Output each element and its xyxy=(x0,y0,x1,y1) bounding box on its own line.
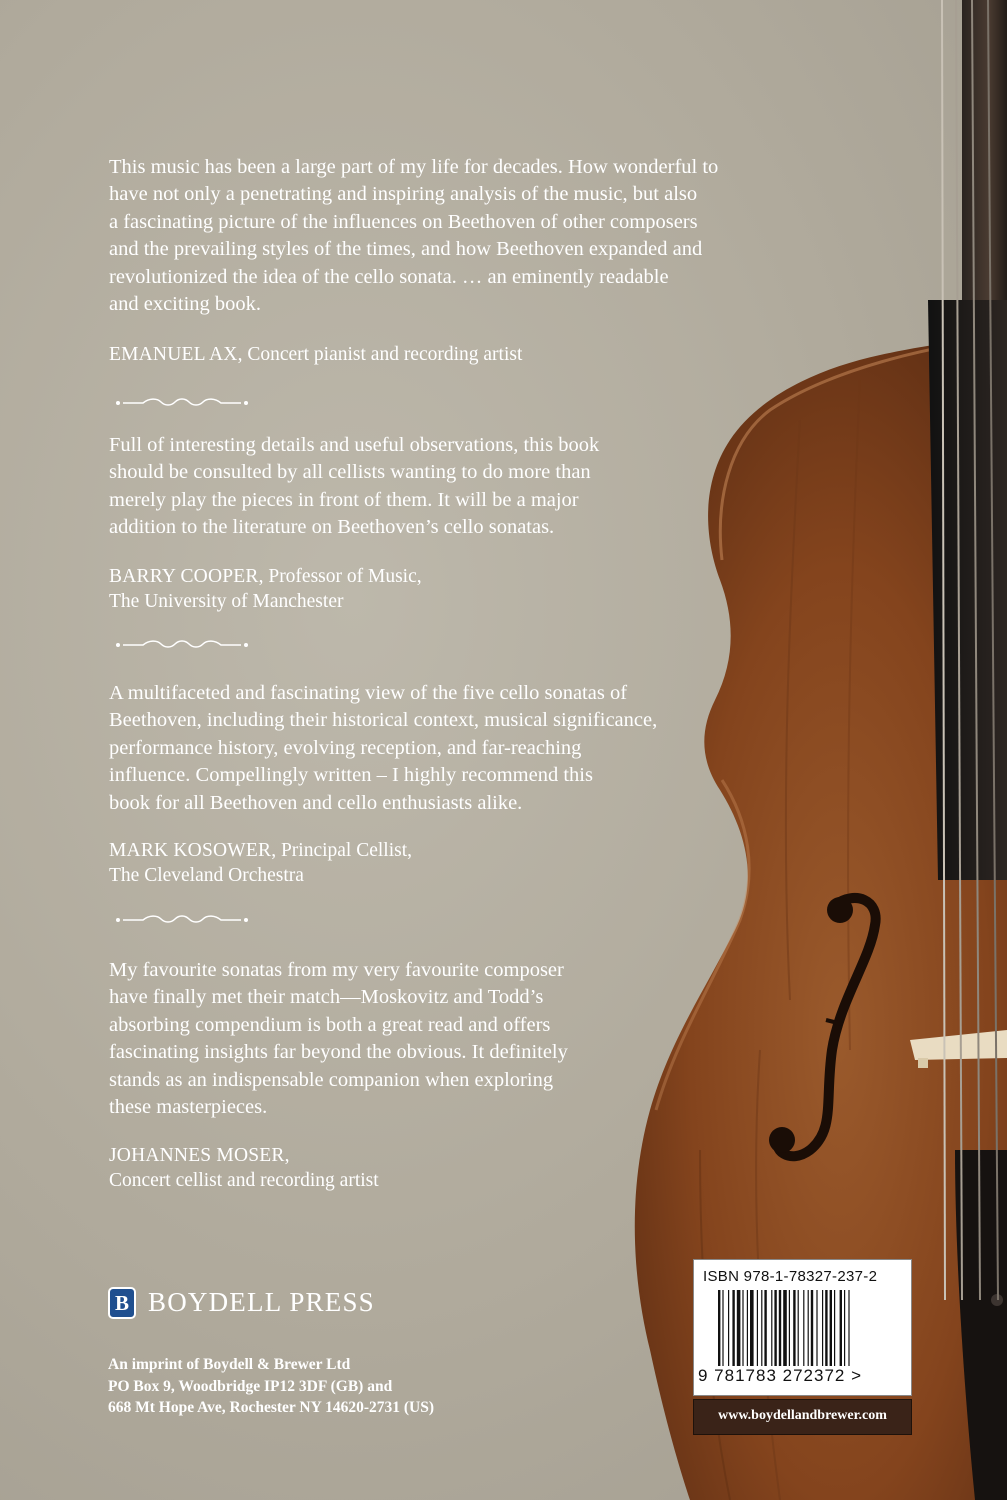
attribution-role: The Cleveland Orchestra xyxy=(109,865,304,886)
barcode-bar xyxy=(747,1290,748,1366)
barcode-bar xyxy=(789,1290,790,1366)
isbn-barcode xyxy=(693,1259,912,1396)
barcode-bar xyxy=(757,1290,758,1366)
quote-ax-attribution: EMANUEL AX, Concert pianist and recording artist xyxy=(109,344,523,365)
website-banner xyxy=(693,1399,912,1435)
barcode-bar xyxy=(742,1290,743,1366)
barcode-bar xyxy=(779,1290,781,1366)
attribution-role: Professor of Music, xyxy=(268,566,422,587)
publisher-imprint: An imprint of Boydell & Brewer Ltd PO Box 9, Woodbridge IP12 3DF (GB) and 668 Mt Hope Ave, Rochester NY 14620-2731 (US) xyxy=(108,1356,435,1416)
quote-kosower-text: A multifaceted and fascinating view of the five cello sonatas of Beethoven, including their historical context, musical significance, performance history, evolving reception, and far-reaching influence. Compellingly written – I highly recommend this book for all Beethoven and cello enthusiasts alike. xyxy=(109,682,658,814)
ornamental-divider-icon xyxy=(115,913,249,927)
quote-moser-attribution xyxy=(109,1143,709,1193)
publisher-brand xyxy=(108,1285,428,1321)
barcode-bar xyxy=(783,1290,787,1366)
quote-kosower-attribution: MARK KOSOWER, Principal Cellist, The Cleveland Orchestra xyxy=(109,838,709,888)
barcode-bar xyxy=(761,1290,762,1366)
ornamental-divider-icon xyxy=(115,638,249,652)
attribution-name: BARRY COOPER xyxy=(109,566,259,587)
barcode-bar xyxy=(830,1290,832,1366)
barcode-bar xyxy=(764,1290,766,1366)
attribution-role: Concert pianist and recording artist xyxy=(247,344,523,365)
barcode-bar xyxy=(774,1290,776,1366)
barcode-bar xyxy=(718,1290,720,1366)
ornamental-divider-icon xyxy=(115,396,249,410)
attribution-name: JOHANNES MOSER, xyxy=(109,1145,290,1166)
barcode-bar xyxy=(816,1290,817,1366)
barcode-bar xyxy=(732,1290,734,1366)
isbn-label: ISBN 978-1-78327-237-2 xyxy=(703,1268,878,1285)
attribution-role: The University of Manchester xyxy=(109,591,344,612)
attribution-name: MARK KOSOWER xyxy=(109,840,272,861)
boydell-logo-icon: B xyxy=(108,1287,136,1319)
barcode-bar xyxy=(834,1290,835,1366)
quote-ax-text: This music has been a large part of my life for decades. How wonderful to have not only a penetrating and inspiring analysis of the music, but also a fascinating picture of the influences on Beethoven of other composers and the prevailing styles of the times, and how Beethoven expanded and revolutionized the idea of the cello sonata. … an eminently readable and exciting book. xyxy=(109,156,719,316)
barcode-bar xyxy=(822,1290,823,1366)
barcode-bar xyxy=(811,1290,813,1366)
barcode-bar xyxy=(825,1290,827,1366)
attribution-role: Principal Cellist, xyxy=(280,840,413,861)
barcode-bars xyxy=(718,1290,888,1366)
barcode-bar xyxy=(771,1290,772,1366)
publisher-name: BOYDELL PRESS xyxy=(148,1287,375,1317)
website-url: www.boydellandbrewer.com xyxy=(718,1408,887,1423)
barcode-digits: 9 781783 272372 > xyxy=(698,1366,863,1385)
quote-moser-text: My favourite sonatas from my very favourite composer have finally met their match—Moskovitz and Todd’s absorbing compendium is both a great read and offers fascinating insights far beyond the obvious. It definitely stands as an indispensable companion when exploring these masterpieces. xyxy=(109,959,568,1119)
attribution-name: EMANUEL AX xyxy=(109,344,238,365)
barcode-bar xyxy=(793,1290,795,1366)
barcode-bar xyxy=(844,1290,845,1366)
barcode-bar xyxy=(728,1290,729,1366)
barcode-bar xyxy=(840,1290,842,1366)
barcode-bar xyxy=(848,1290,849,1366)
barcode-bar xyxy=(803,1290,804,1366)
barcode-bar xyxy=(750,1290,754,1366)
quote-cooper-text: Full of interesting details and useful observations, this book should be consulted by all cellists wanting to do more than merely play the pieces in front of them. It will be a major addition to the literature on Beethoven’s cello sonatas. xyxy=(109,434,600,539)
quote-cooper-attribution: BARRY COOPER, Professor of Music, The University of Manchester xyxy=(109,564,709,614)
barcode-bar xyxy=(722,1290,723,1366)
attribution-role: Concert cellist and recording artist xyxy=(109,1170,379,1191)
barcode-bar xyxy=(737,1290,741,1366)
barcode-bar xyxy=(798,1290,799,1366)
barcode-bar xyxy=(808,1290,809,1366)
